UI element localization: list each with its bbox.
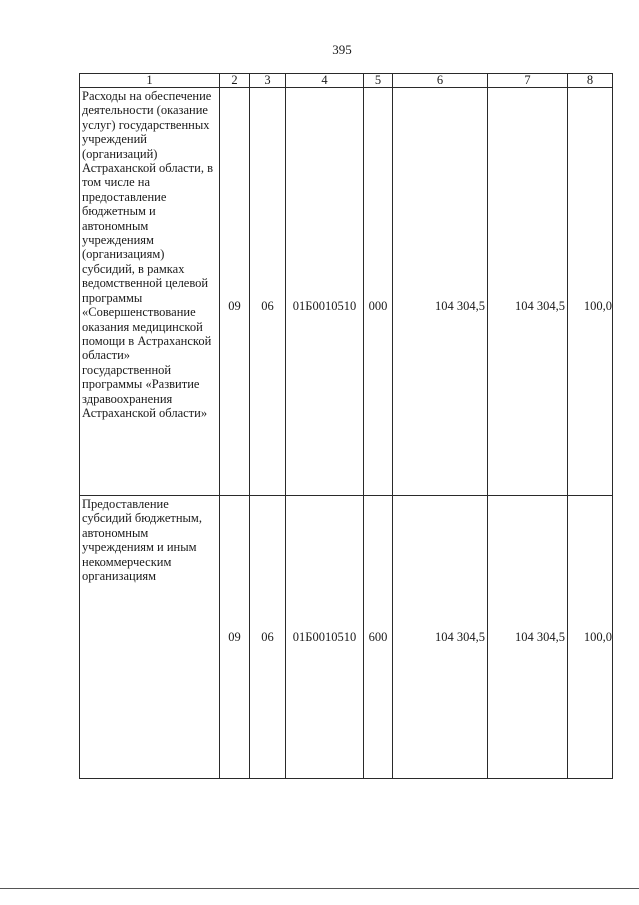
executed-amount: 104 304,5: [515, 299, 565, 313]
planned-amount: 104 304,5: [435, 299, 485, 313]
column-header: 3: [250, 74, 286, 88]
column-header: 7: [488, 74, 568, 88]
planned-amount: 104 304,5: [435, 630, 485, 644]
column-header: 4: [286, 74, 364, 88]
page-number: 395: [332, 42, 352, 57]
target-article-code: 01Б0010510: [292, 630, 357, 644]
column-header: 1: [80, 74, 220, 88]
expense-type-code: 000: [368, 299, 388, 313]
budget-table: [79, 73, 613, 779]
table-row: [80, 88, 613, 496]
row-description: Расходы на обеспечение деятельности (оказание услуг) государственных учреждений (организаций) Астраханской области, в том числе на предоставление бюджетным и автономным учреждениям (организациям) субсидий, в рамках ведомственной целевой программы «Совершенствование оказания медицинской помощи в Астраханской области» государственной программы «Развитие здравоохранения Астраханской области»: [80, 88, 220, 496]
table-row: [80, 496, 613, 779]
column-header: 5: [364, 74, 393, 88]
table-header-row: [80, 74, 613, 88]
page-bottom-rule: [0, 888, 639, 889]
section-code: 09: [228, 630, 241, 644]
expense-type-code: 600: [368, 630, 388, 644]
column-header: 2: [220, 74, 250, 88]
row-description: Предоставление субсидий бюджетным, автономным учреждениям и иным некоммерческим организациям: [80, 496, 220, 779]
section-code: 09: [228, 299, 241, 313]
subsection-code: 06: [261, 630, 274, 644]
executed-amount: 104 304,5: [515, 630, 565, 644]
execution-percent: 100,0: [583, 630, 612, 644]
subsection-code: 06: [261, 299, 274, 313]
column-header: 6: [393, 74, 488, 88]
column-header: 8: [568, 74, 613, 88]
target-article-code: 01Б0010510: [292, 299, 357, 313]
execution-percent: 100,0: [583, 299, 612, 313]
